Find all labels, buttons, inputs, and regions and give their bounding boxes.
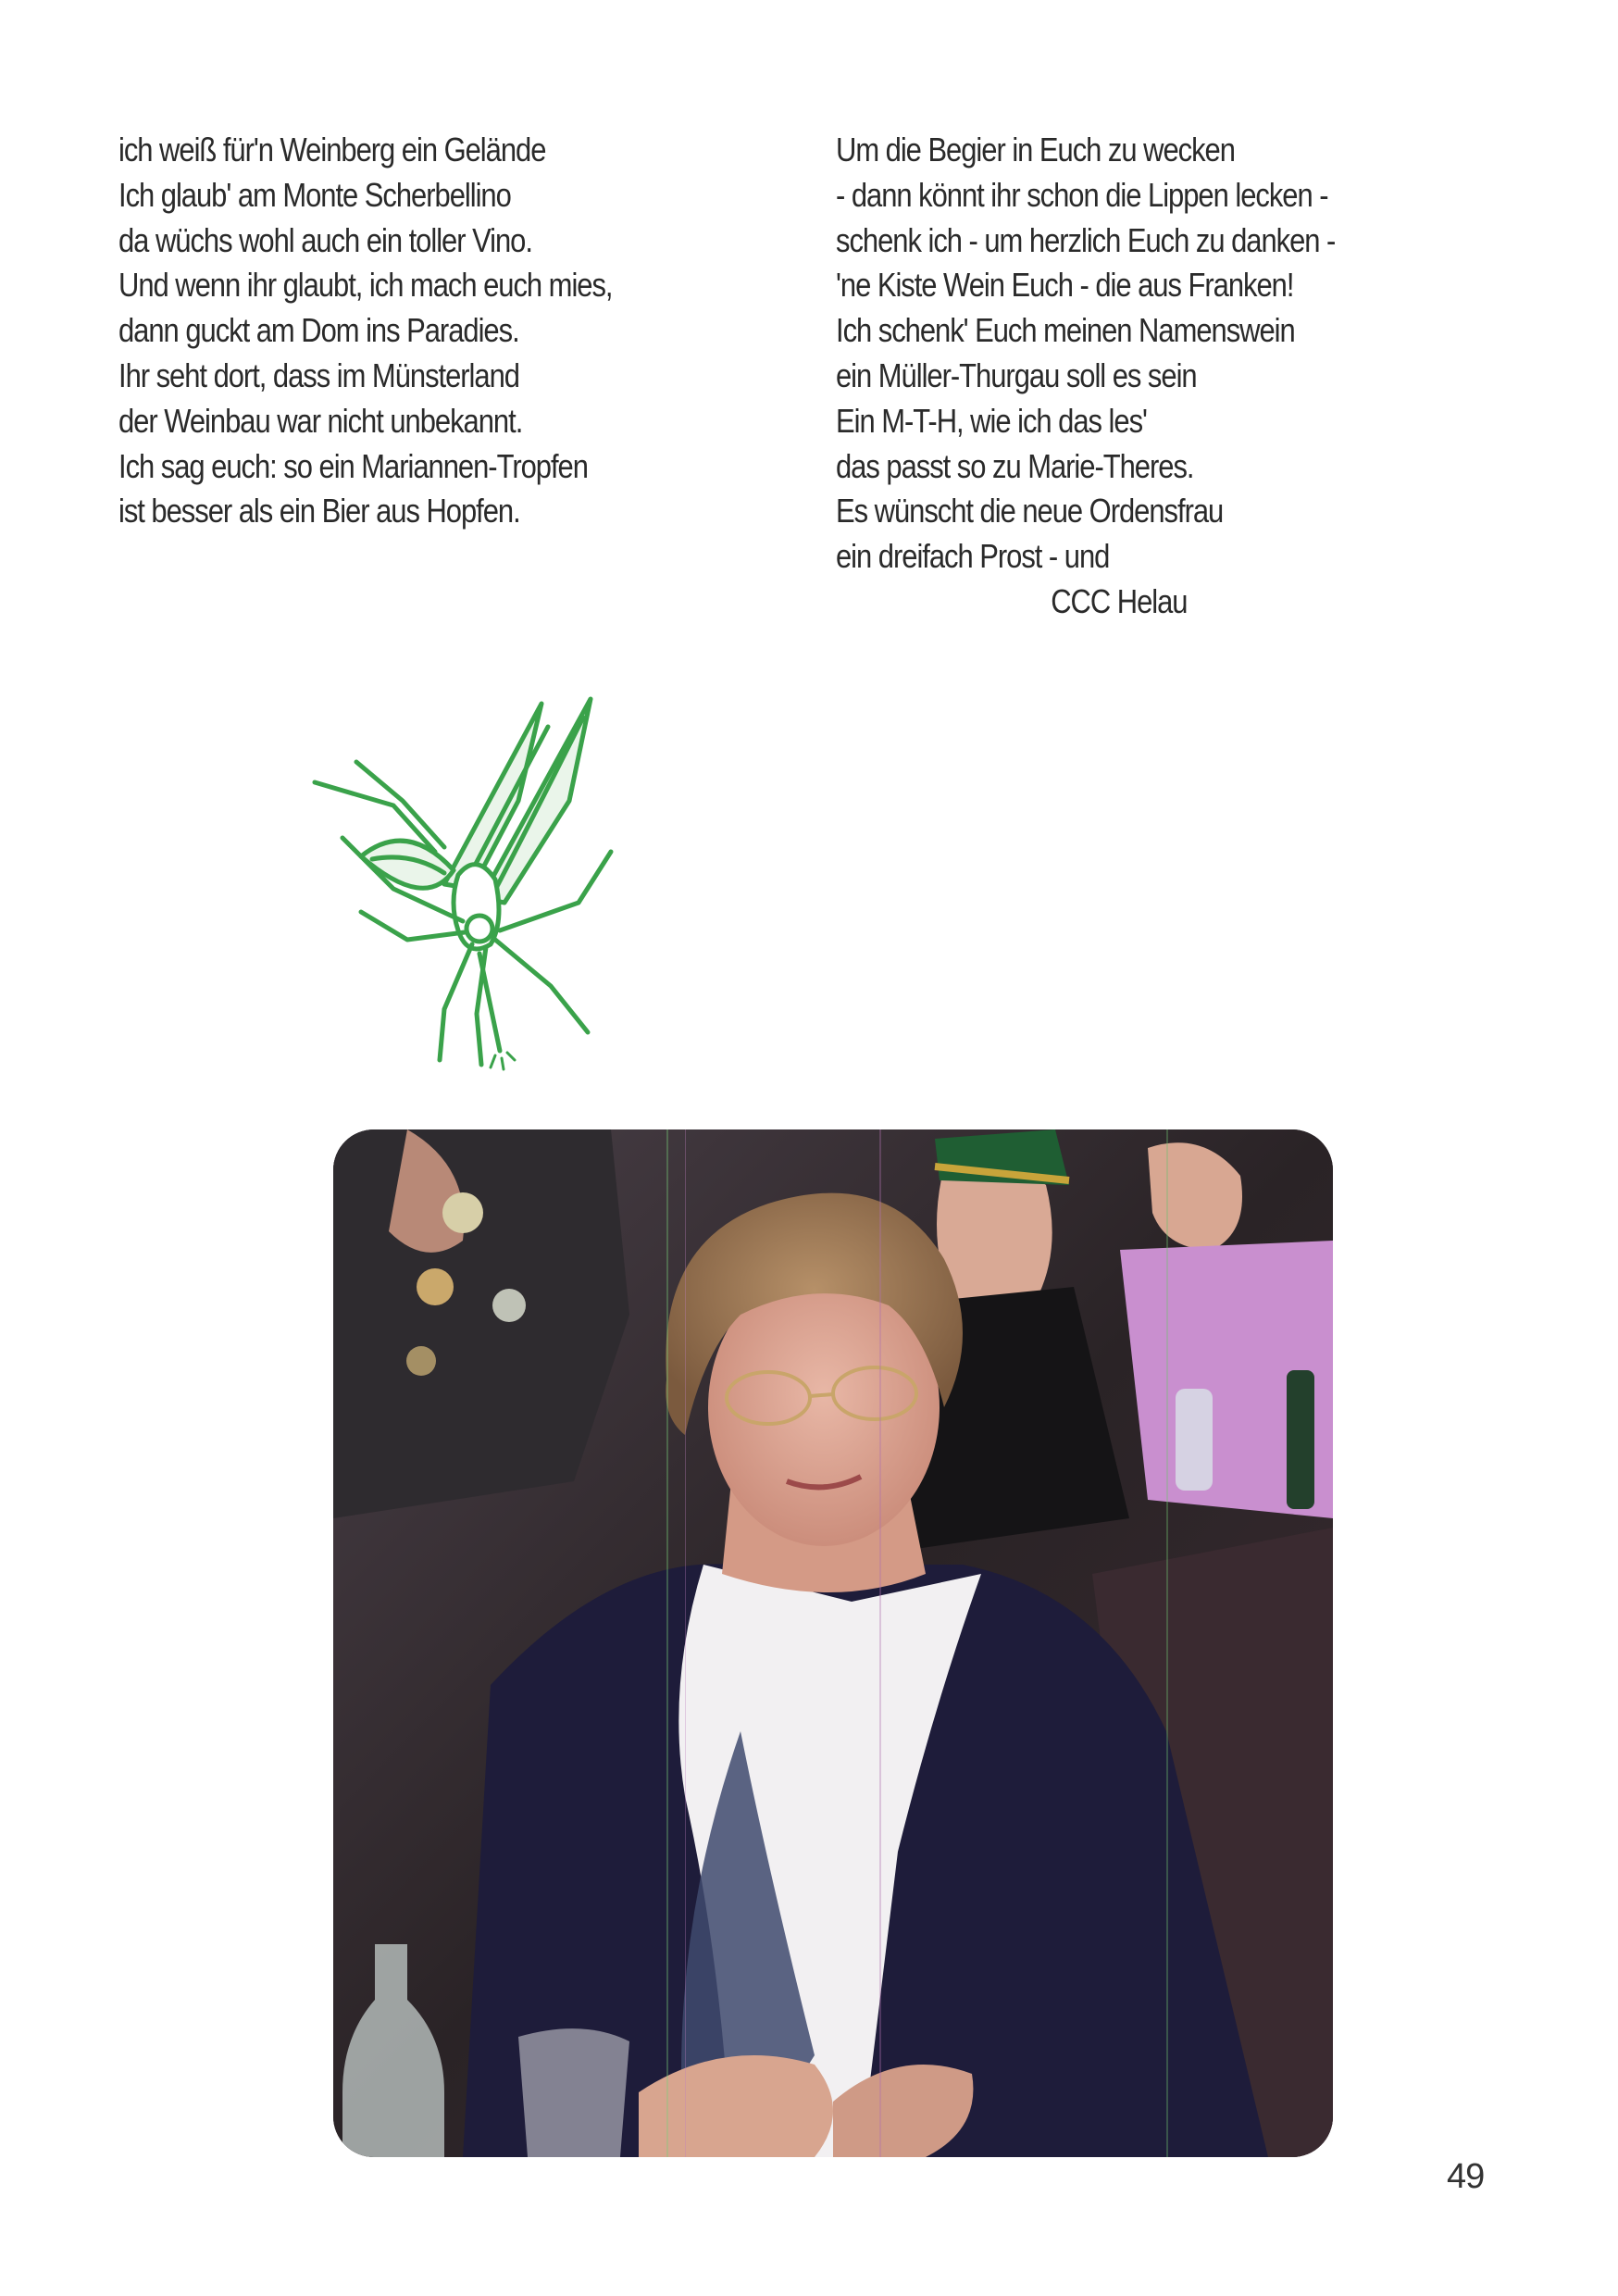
poem-line: Ihr seht dort, dass im Münsterland <box>118 356 519 394</box>
poem-line: Ich sag euch: so ein Mariannen-Tropfen <box>118 446 588 485</box>
poem-line: Um die Begier in Euch zu wecken <box>836 131 1235 168</box>
poem-line: der Weinbau war nicht unbekannt. <box>118 401 523 440</box>
banquet-photo <box>333 1129 1333 2157</box>
poem-line: schenk ich - um herzlich Euch zu danken - <box>836 220 1336 259</box>
poem-line: Ein M-T-H, wie ich das les' <box>836 401 1147 440</box>
poem-line: Ich schenk' Euch meinen Namenswein <box>836 311 1295 350</box>
poem-line: dann guckt am Dom ins Paradies. <box>118 311 519 350</box>
poem-left-column <box>118 128 660 534</box>
page-number: 49 <box>1447 2157 1485 2196</box>
poem-line: das passt so zu Marie-Theres. <box>836 446 1194 485</box>
poem-line: Es wünscht die neue Ordensfrau <box>836 492 1224 530</box>
poem-signature: CCC Helau <box>1051 581 1188 620</box>
poem-line: 'ne Kiste Wein Euch - die aus Franken! <box>836 266 1294 305</box>
poem-line: ist besser als ein Bier aus Hopfen. <box>118 492 520 530</box>
poem-line: Ich glaub' am Monte Scherbellino <box>118 175 511 214</box>
poem-line: ein dreifach Prost - und <box>836 537 1110 576</box>
poem-line: Und wenn ihr glaubt, ich mach euch mies, <box>118 266 613 305</box>
poem-line: ein Müller-Thurgau soll es sein <box>836 356 1197 394</box>
poem-right-column <box>836 128 1409 625</box>
mosquito-icon <box>305 690 648 1097</box>
poem-line: da wüchs wohl auch ein toller Vino. <box>118 220 532 259</box>
poem-line: ich weiß für'n Weinberg ein Gelände <box>118 131 546 168</box>
poem-line: - dann könnt ihr schon die Lippen lecken - <box>836 175 1328 214</box>
